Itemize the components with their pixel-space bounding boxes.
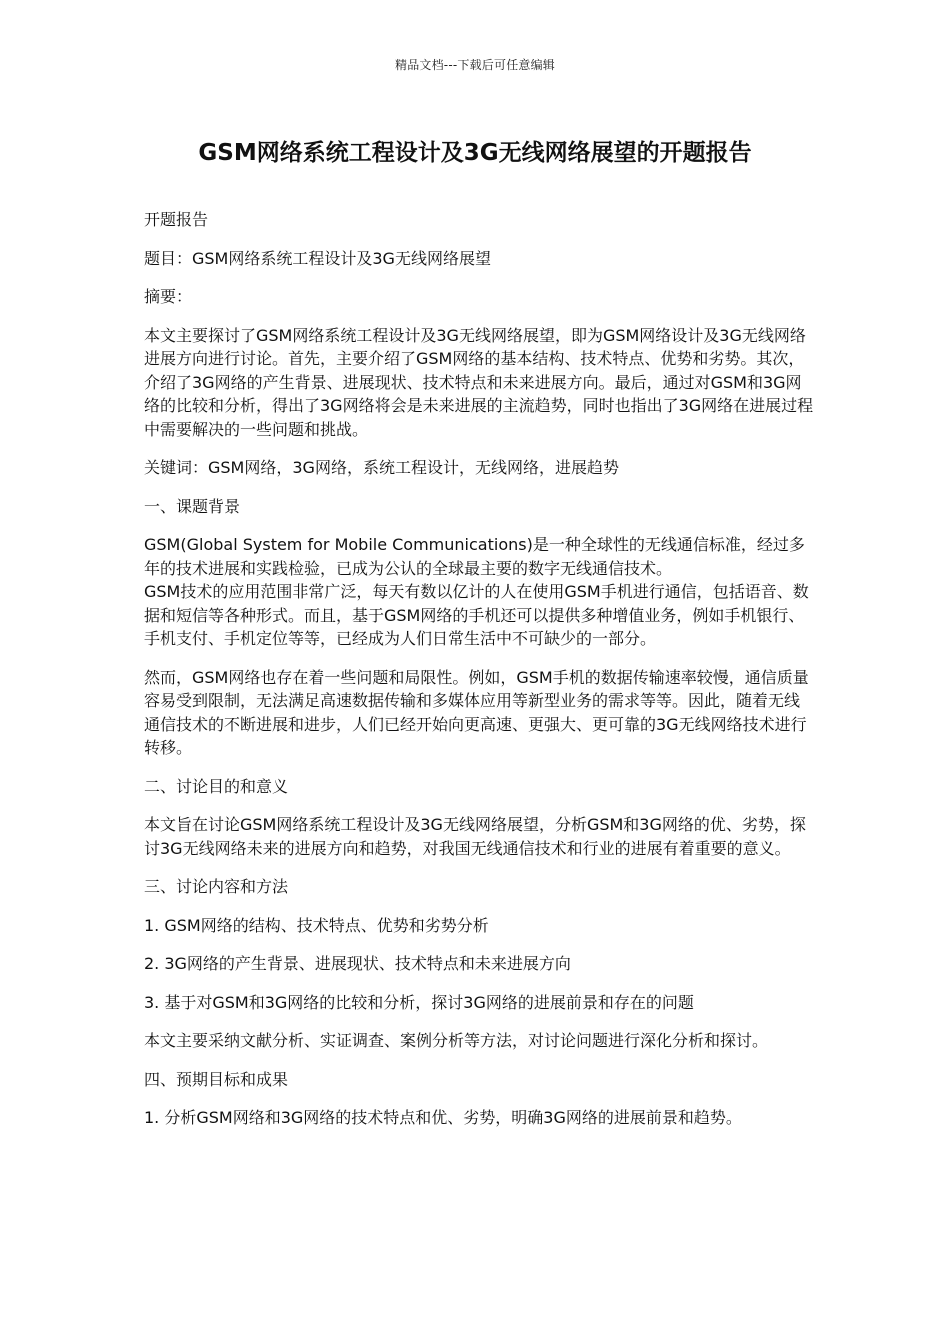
document-title: GSM网络系统工程设计及3G无线网络展望的开题报告 bbox=[198, 140, 752, 166]
content-item-2: 2. 3G网络的产生背景、进展现状、技术特点和未来进展方向 bbox=[144, 954, 571, 973]
section-heading-purpose: 二、讨论目的和意义 bbox=[144, 776, 289, 796]
background-paragraph-3: 然而，GSM网络也存在着一些问题和局限性。例如，GSM手机的数据传输速率较慢，通信质量容易受到限制，无法满足高速数据传输和多媒体应用等新型业务的需求等等。因此，随着无线通信技术的不断进展和进步，人们已经开始向更高速、更强大、更可靠的3G无线网络技术进行转移。 bbox=[144, 667, 809, 757]
topic-line: 题目：GSM网络系统工程设计及3G无线网络展望 bbox=[144, 248, 491, 268]
header-note: 精品文档---下载后可任意编辑 bbox=[395, 58, 555, 72]
abstract-heading: 摘要： bbox=[144, 287, 193, 306]
content-item-3: 3. 基于对GSM和3G网络的比较和分析，探讨3G网络的进展前景和存在的问题 bbox=[144, 992, 694, 1012]
section-heading-goals: 四、预期目标和成果 bbox=[144, 1069, 289, 1089]
purpose-paragraph: 本文旨在讨论GSM网络系统工程设计及3G无线网络展望，分析GSM和3G网络的优、劣势，探讨3G无线网络未来的进展方向和趋势，对我国无线通信技术和行业的进展有着重要的意义。 bbox=[144, 815, 806, 858]
goals-item-1: 1. 分析GSM网络和3G网络的技术特点和优、劣势，明确3G网络的进展前景和趋势。 bbox=[144, 1108, 742, 1127]
content-item-1: 1. GSM网络的结构、技术特点、优势和劣势分析 bbox=[144, 915, 489, 935]
report-label: 开题报告 bbox=[144, 210, 209, 229]
abstract-paragraph: 本文主要探讨了GSM网络系统工程设计及3G无线网络展望，即为GSM网络设计及3G无线网络进展方向进行讨论。首先，主要介绍了GSM网络的基本结构、技术特点、优势和劣势。其次，介绍了3G网络的产生背景、进展现状、技术特点和未来进展方向。最后，通过对GSM和3G网络的比较和分析，得出了3G网络将会是未来进展的主流趋势，同时也指出了3G网络在进展过程中需要解决的一些问题和挑战。 bbox=[144, 325, 814, 439]
keywords-line: 关键词：GSM网络，3G网络，系统工程设计，无线网络，进展趋势 bbox=[144, 458, 619, 477]
section-heading-background: 一、课题背景 bbox=[144, 496, 241, 516]
background-paragraph-2: GSM技术的应用范围非常广泛，每天有数以亿计的人在使用GSM手机进行通信，包括语音、数据和短信等各种形式。而且，基于GSM网络的手机还可以提供多种增值业务，例如手机银行、手机支付、手机定位等等，已经成为人们日常生活中不可缺少的一部分。 bbox=[144, 582, 809, 648]
methods-paragraph: 本文主要采纳文献分析、实证调查、案例分析等方法，对讨论问题进行深化分析和探讨。 bbox=[144, 1031, 769, 1050]
background-paragraph-1: GSM(Global System for Mobile Communications)是一种全球性的无线通信标准，经过多年的技术进展和实践检验，已成为公认的全球最主要的数字无线通信技术。 bbox=[144, 535, 805, 578]
section-heading-content: 三、讨论内容和方法 bbox=[144, 877, 289, 896]
document-body bbox=[144, 208, 814, 1145]
